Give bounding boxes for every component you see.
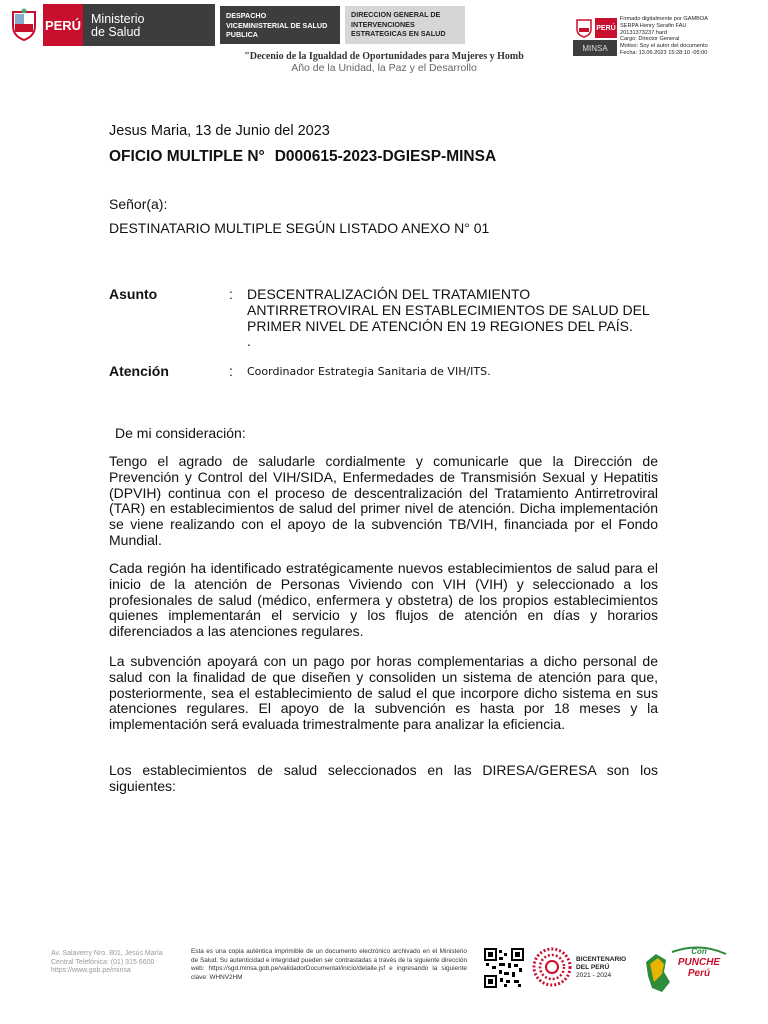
bicentenario-line: BICENTENARIO xyxy=(576,956,627,963)
punche-line: Perú xyxy=(687,968,711,979)
salutation-to: Señor(a): xyxy=(109,196,168,212)
oficio-number: D000615-2023-DGIESP-MINSA xyxy=(274,148,497,165)
footer-address xyxy=(51,950,181,976)
signature-line: Motivo: Soy el autor del documento xyxy=(620,43,708,50)
sig-peru-label: PERÚ xyxy=(595,18,617,38)
signature-line: Cargo: Director General xyxy=(620,36,680,43)
coat-of-arms-icon xyxy=(5,4,43,46)
bicentenario-text xyxy=(576,956,626,980)
bicentenario-logo-icon xyxy=(531,946,573,988)
atencion-value: Coordinador Estrategia Sanitaria de VIH/ITS. xyxy=(247,365,491,378)
box-line: VICEMINISTERIAL DE SALUD xyxy=(226,20,328,30)
ministry-name xyxy=(83,4,215,46)
asunto-line: . xyxy=(247,333,251,350)
paragraph: La subvención apoyará con un pago por horas complementarias a dicho personal de salud con la finalidad de que diseñen y consoliden un sistema de atención para que, posteriormente, sea el establecimiento de salud el que incorpore dicho sistema en sus atenciones regulares. El apoyo de la subvención es hasta por 18 meses y la implementación será evaluada trimestralmente para analizar la eficiencia. xyxy=(109,653,658,733)
city-date: Jesus Maria, 13 de Junio del 2023 xyxy=(109,123,330,139)
minsa-logo xyxy=(5,4,215,46)
box-line: DIRECCION GENERAL DE xyxy=(351,10,441,19)
qr-code-icon xyxy=(484,948,524,988)
document-number xyxy=(109,148,496,166)
greeting: De mi consideración: xyxy=(115,425,246,441)
bicentenario-years: 2021 - 2024 xyxy=(576,972,612,979)
box-line: PUBLICA xyxy=(226,30,258,39)
sig-minsa-label: MINSA xyxy=(573,40,617,56)
punche-line: PUNCHE xyxy=(677,957,721,968)
asunto-value xyxy=(247,287,667,350)
paragraph: Cada región ha identificado estratégicamente nuevos establecimientos de salud para el inicio de la atención de Personas Viviendo con VIH (VIH) y seleccionado a los profesionales de salud (médico, enfermera y obstetra) de los propios establecimientos quienes implementarán el servicio y los flujos de atención en días y horarios diferenciados a las atenciones regulares. xyxy=(109,560,658,640)
signature-line: Fecha: 13.06.2023 15:28:10 -05:00 xyxy=(620,49,708,56)
signature-line: SERPA Henry Serafin FAU xyxy=(620,22,687,29)
signature-line: 20131373237 hard xyxy=(620,29,667,36)
address-line: Central Telefónica: (01) 315 6600 xyxy=(51,958,155,966)
box-line: ESTRATEGICAS EN SALUD xyxy=(351,29,446,38)
recipient: DESTINATARIO MULTIPLE SEGÚN LISTADO ANEXO N° 01 xyxy=(109,220,490,236)
peru-label: PERÚ xyxy=(43,4,83,46)
address-line: Av. Salaverry Nro. 801, Jesús María xyxy=(51,950,163,957)
asunto-line: DESCENTRALIZACIÓN DEL TRATAMIENTO xyxy=(247,286,531,302)
box-line: DESPACHO xyxy=(226,11,267,20)
paragraph: Los establecimientos de salud seleccionados en las DIRESA/GERESA son los siguientes: xyxy=(109,762,658,794)
year-motto: Año de la Unidad, la Paz y el Desarrollo xyxy=(291,62,477,74)
paragraph: Tengo el agrado de saludarle cordialmente y comunicarle que la Dirección de Prevención y Control del VIH/SIDA, Enfermedades de Transmisión Sexual y Hepatitis (DPVIH) continua con el proceso de descentralización del Tratamiento Antirretroviral (TAR) en establecimientos de salud del primer nivel de atención. Dicha implementación se viene realizando con el apoyo de la subvención TB/VIH, financiada por el Fondo Mundial. xyxy=(109,453,658,548)
signature-line: Firmado digitalmente por GAMBOA xyxy=(620,16,708,22)
asunto-line: ANTIRRETROVIRAL EN ESTABLECIMIENTOS DE SALUD DEL xyxy=(247,301,650,318)
directorate-box xyxy=(345,6,465,44)
box-line: INTERVENCIONES xyxy=(351,19,415,29)
website-link[interactable]: https://www.gob.pe/minsa xyxy=(51,967,131,975)
asunto-colon: : xyxy=(229,286,233,302)
con-punche-text xyxy=(668,946,730,979)
bicentenario-line: DEL PERÚ xyxy=(576,964,610,971)
atencion-label: Atención xyxy=(109,363,169,379)
punche-line: Con xyxy=(691,947,707,956)
asunto-line: PRIMER NIVEL DE ATENCIÓN EN 19 REGIONES DEL PAÍS. xyxy=(247,317,633,334)
oficio-label: OFICIO MULTIPLE N° xyxy=(109,148,265,165)
authenticity-note: Esta es una copia auténtica imprimible de un documento electrónico archivado en el Ministerio de Salud. Su autenticidad e integridad pueden ser contrastadas a través de la siguiente dirección web: https://sgd.minsa.gob.pe/validadorDocumental/inicio/detalle.jsf e ingresando la siguiente clave: WHNV2HM xyxy=(191,948,467,981)
ministry-line: de Salud xyxy=(91,25,141,39)
atencion-colon: : xyxy=(229,363,233,379)
coat-of-arms-icon xyxy=(574,18,594,38)
decenio-heading: "Decenio de la Igualdad de Oportunidades para Mujeres y Homb xyxy=(244,51,524,62)
vice-ministry-box xyxy=(220,6,340,44)
ministry-line: Ministerio xyxy=(91,12,145,26)
asunto-label: Asunto xyxy=(109,286,158,302)
